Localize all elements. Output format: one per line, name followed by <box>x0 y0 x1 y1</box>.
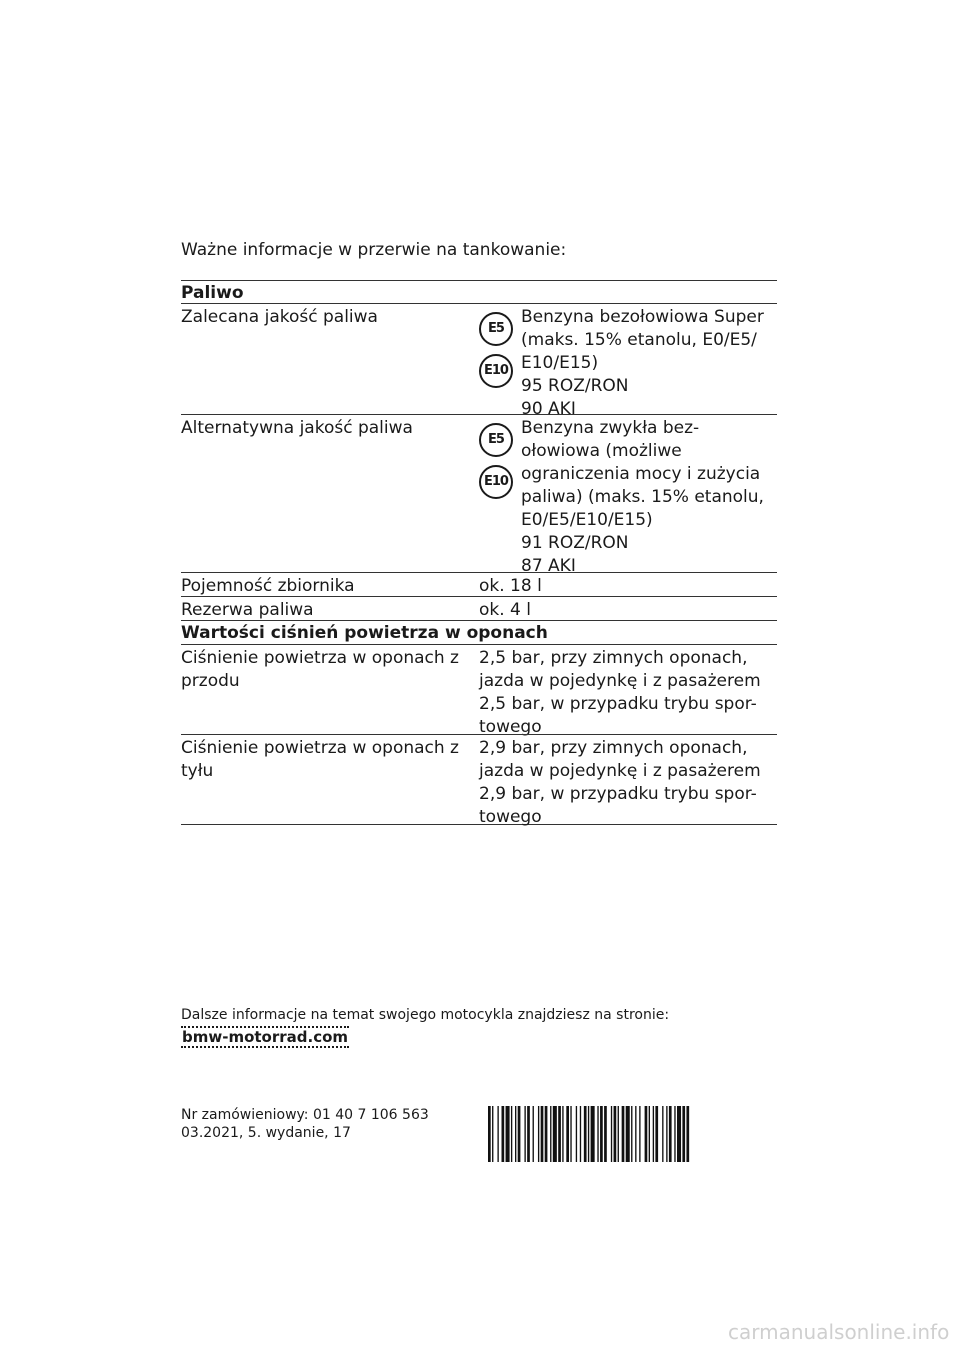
barcode-bar <box>622 1106 625 1162</box>
rear-tire-value <box>479 737 779 829</box>
barcode-bar <box>677 1106 681 1162</box>
value-line: jazda w pojedynkę i z pasażerem <box>479 761 761 781</box>
e10-fuel-icon: E10 <box>479 354 513 388</box>
barcode-bar <box>645 1106 648 1162</box>
barcode-bar <box>545 1106 548 1162</box>
recommended-fuel-label: Zalecana jakość paliwa <box>181 307 378 327</box>
barcode-bar <box>538 1106 539 1162</box>
label-line: Ciśnienie powietrza w oponach z <box>181 648 459 668</box>
barcode-bar <box>553 1106 557 1162</box>
tank-capacity-value: ok. 18 l <box>479 576 542 596</box>
value-line: 2,5 bar, w przypadku trybu spor- <box>479 694 757 714</box>
alternative-fuel-value <box>521 417 781 578</box>
front-tire-label <box>181 647 471 693</box>
barcode-bar <box>511 1106 512 1162</box>
barcode-bar <box>631 1106 632 1162</box>
barcode-bar <box>506 1106 510 1162</box>
section-fuel-label: Paliwo <box>181 283 244 303</box>
fuel-icons <box>479 423 517 507</box>
order-number: Nr zamówieniowy: 01 40 7 106 563 <box>181 1107 429 1123</box>
barcode-bar <box>682 1106 685 1162</box>
row-fuel-reserve <box>181 596 777 620</box>
barcode-bar <box>618 1106 619 1162</box>
barcode-bar <box>541 1106 544 1162</box>
barcode-bar <box>653 1106 654 1162</box>
barcode-bar <box>662 1106 663 1162</box>
value-line: (maks. 15% etanolu, E0/E5/ <box>521 330 757 350</box>
barcode-bar <box>635 1106 636 1162</box>
fuel-icons <box>479 312 517 396</box>
value-line: 95 ROZ/RON <box>521 376 629 396</box>
barcode-bar <box>600 1106 603 1162</box>
value-line: E0/E5/E10/E15) <box>521 510 653 530</box>
barcode-bar <box>674 1106 675 1162</box>
barcode-bar <box>492 1106 493 1162</box>
barcode-bar <box>566 1106 569 1162</box>
value-line: paliwa) (maks. 15% etanolu, <box>521 487 764 507</box>
value-line: 2,9 bar, przy zimnych oponach, <box>479 738 748 758</box>
rear-tire-label <box>181 737 471 783</box>
value-line: E10/E15) <box>521 353 599 373</box>
barcode-bar <box>550 1106 551 1162</box>
barcode-bar <box>524 1106 525 1162</box>
barcode-bar <box>604 1106 607 1162</box>
label-line: tyłu <box>181 761 214 781</box>
intro-text: Ważne informacje w przerwie na tankowanie: <box>181 240 567 260</box>
barcode-bar <box>666 1106 667 1162</box>
barcode-bar <box>626 1106 630 1162</box>
barcode-bar <box>655 1106 658 1162</box>
alternative-fuel-label: Alternatywna jakość paliwa <box>181 418 413 438</box>
value-line: 2,9 bar, w przypadku trybu spor- <box>479 784 757 804</box>
fuel-reserve-value: ok. 4 l <box>479 600 531 620</box>
section-tire-label: Wartości ciśnień powietrza w oponach <box>181 623 548 643</box>
value-line: 91 ROZ/RON <box>521 533 629 553</box>
barcode-bar <box>669 1106 672 1162</box>
barcode-bar <box>497 1106 498 1162</box>
value-line: 2,5 bar, przy zimnych oponach, <box>479 648 748 668</box>
barcode-bar <box>584 1106 587 1162</box>
row-front-tire <box>181 644 777 737</box>
barcode-bar <box>502 1106 505 1162</box>
barcode-bar <box>649 1106 650 1162</box>
value-line: towego <box>479 717 542 737</box>
e5-fuel-icon: E5 <box>479 312 513 346</box>
section-tire-title <box>181 620 777 645</box>
edition-info: 03.2021, 5. wydanie, 17 <box>181 1125 351 1141</box>
value-line: 87 AKI <box>521 556 576 576</box>
value-line: towego <box>479 807 542 827</box>
order-info <box>181 1106 429 1142</box>
value-line: ograniczenia mocy i zużycia <box>521 464 761 484</box>
watermark-text: carmanualsonline.info <box>728 1320 950 1344</box>
row-rear-tire <box>181 734 777 825</box>
barcode-bar <box>533 1106 534 1162</box>
barcode-bar <box>570 1106 571 1162</box>
value-line: Benzyna zwykła bez- <box>521 418 700 438</box>
row-recommended-fuel <box>181 303 777 419</box>
value-line: jazda w pojedynkę i z pasażerem <box>479 671 761 691</box>
barcode-bar <box>562 1106 563 1162</box>
recommended-fuel-value <box>521 306 781 421</box>
label-line: przodu <box>181 671 240 691</box>
barcode-bar <box>515 1106 516 1162</box>
barcode-bar <box>597 1106 598 1162</box>
row-tank-capacity <box>181 572 777 596</box>
barcode-bar <box>686 1106 689 1162</box>
value-line: Benzyna bezołowiowa Super <box>521 307 764 327</box>
barcode-bar <box>488 1106 491 1162</box>
barcode-bar <box>588 1106 589 1162</box>
barcode-bar <box>576 1106 577 1162</box>
barcode-bar <box>580 1106 581 1162</box>
barcode-bar <box>591 1106 595 1162</box>
barcode-bar <box>614 1106 617 1162</box>
footer-info-text: Dalsze informacje na temat swojego motocykla znajdziesz na stronie: <box>181 1007 670 1023</box>
e5-fuel-icon: E5 <box>479 423 513 457</box>
label-line: Ciśnienie powietrza w oponach z <box>181 738 459 758</box>
barcode-bar <box>558 1106 561 1162</box>
value-line: ołowiowa (możliwe <box>521 441 682 461</box>
website-link[interactable]: bmw-motorrad.com <box>182 1028 349 1046</box>
barcode-image <box>488 1106 776 1162</box>
e10-fuel-icon: E10 <box>479 465 513 499</box>
barcode-bar <box>611 1106 612 1162</box>
barcode-bar <box>639 1106 640 1162</box>
barcode-bar <box>518 1106 521 1162</box>
value-line: 90 AKI <box>521 399 576 419</box>
section-fuel-title <box>181 280 777 304</box>
row-alternative-fuel <box>181 414 777 576</box>
tank-capacity-label: Pojemność zbiornika <box>181 576 355 596</box>
barcode-bar <box>527 1106 530 1162</box>
front-tire-value <box>479 647 779 739</box>
fuel-reserve-label: Rezerwa paliwa <box>181 600 314 620</box>
